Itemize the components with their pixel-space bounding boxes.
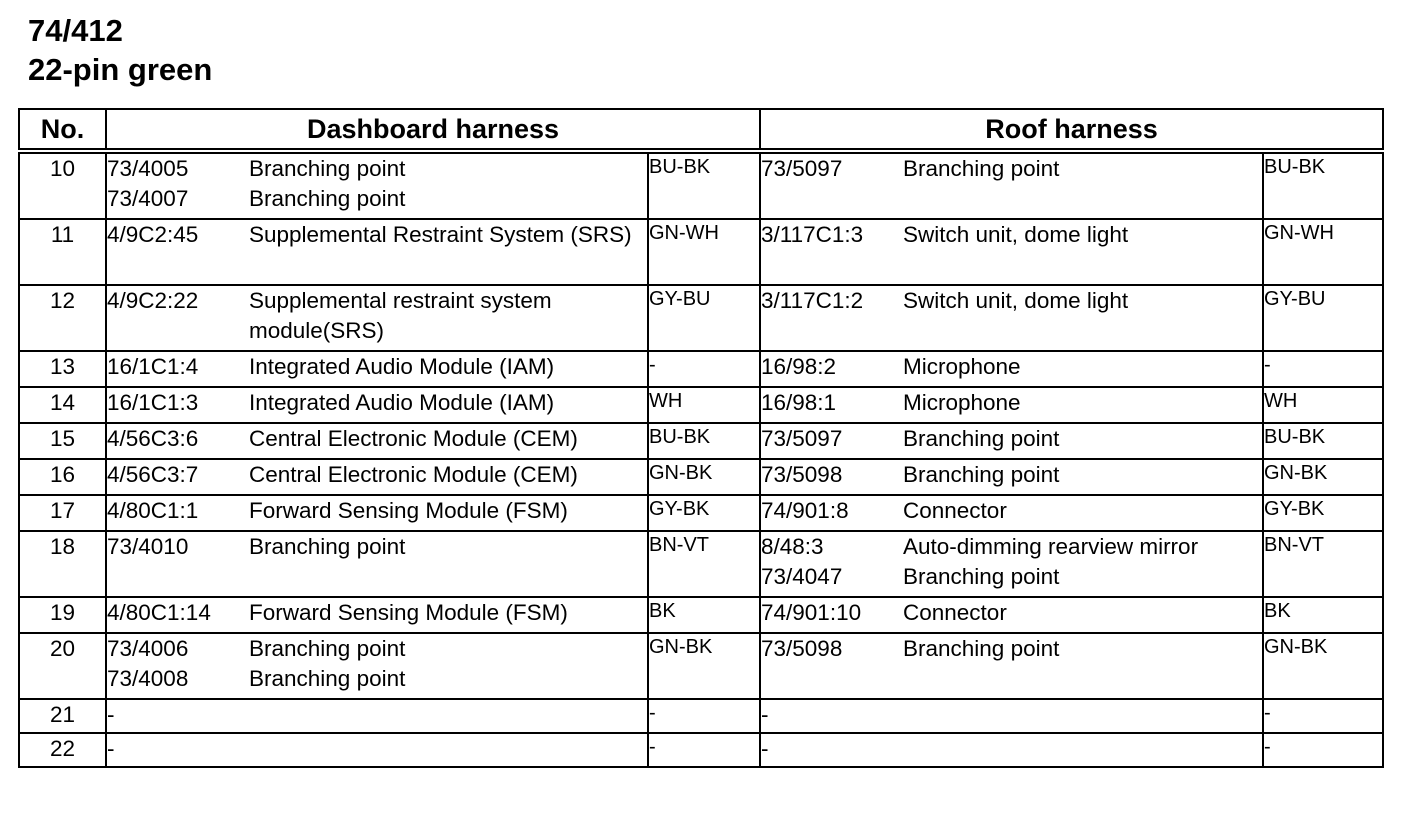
dashboard-part-cell xyxy=(106,699,648,733)
dashboard-wire-color: GY-BK xyxy=(648,495,760,531)
pin-number: 20 xyxy=(19,633,106,699)
roof-part-line xyxy=(761,220,1262,250)
dashboard-part-cell xyxy=(106,597,648,633)
dashboard-component-description: Forward Sensing Module (FSM) xyxy=(249,600,568,625)
roof-part-cell xyxy=(760,459,1263,495)
dashboard-component-code: 4/9C2:22 xyxy=(107,288,199,313)
roof-component-description: Switch unit, dome light xyxy=(903,222,1129,247)
dashboard-part-line xyxy=(107,220,647,250)
dashboard-component-description: Branching point xyxy=(249,666,406,691)
dashboard-component-code: 73/4010 xyxy=(107,534,189,559)
roof-part-line xyxy=(761,352,1262,382)
roof-component-description: Connector xyxy=(903,600,1007,625)
roof-component-description: Microphone xyxy=(903,354,1021,379)
roof-wire-color: - xyxy=(1263,351,1383,387)
roof-component-description: Branching point xyxy=(903,462,1060,487)
dashboard-wire-color: GY-BU xyxy=(648,285,760,351)
pin-number: 13 xyxy=(19,351,106,387)
pin-number: 15 xyxy=(19,423,106,459)
roof-wire-color: BU-BK xyxy=(1263,423,1383,459)
dashboard-component-description: Forward Sensing Module (FSM) xyxy=(249,498,568,523)
dashboard-component-code: 73/4007 xyxy=(107,186,189,211)
dashboard-part-cell xyxy=(106,285,648,351)
table-row xyxy=(19,423,1383,459)
dashboard-wire-color: BU-BK xyxy=(648,151,760,219)
dashboard-wire-color: BK xyxy=(648,597,760,633)
dashboard-part-line xyxy=(107,734,647,764)
dashboard-component-description xyxy=(249,734,647,764)
table-row xyxy=(19,633,1383,699)
roof-component-description: Microphone xyxy=(903,390,1021,415)
roof-part-line xyxy=(761,286,1262,316)
roof-component-description: Branching point xyxy=(903,564,1060,589)
roof-part-line xyxy=(761,634,1262,664)
roof-wire-color: GN-BK xyxy=(1263,633,1383,699)
roof-component-code: 73/5097 xyxy=(761,156,843,181)
table-header-row xyxy=(19,109,1383,151)
dashboard-part-line xyxy=(107,184,647,214)
roof-wire-color: GY-BK xyxy=(1263,495,1383,531)
roof-part-line xyxy=(761,700,1262,730)
dashboard-component-description: Integrated Audio Module (IAM) xyxy=(249,390,555,415)
pin-number: 21 xyxy=(19,699,106,733)
dashboard-part-line xyxy=(107,634,647,664)
roof-part-line xyxy=(761,562,1262,592)
dashboard-component-description: Branching point xyxy=(249,156,406,181)
table-row xyxy=(19,285,1383,351)
roof-harness-header: Roof harness xyxy=(760,109,1383,151)
roof-wire-color: BU-BK xyxy=(1263,151,1383,219)
dashboard-wire-color: BU-BK xyxy=(648,423,760,459)
dashboard-part-cell xyxy=(106,351,648,387)
roof-component-description: Connector xyxy=(903,498,1007,523)
dashboard-component-description: Integrated Audio Module (IAM) xyxy=(249,354,555,379)
roof-wire-color: GY-BU xyxy=(1263,285,1383,351)
roof-part-cell xyxy=(760,733,1263,767)
roof-part-cell xyxy=(760,351,1263,387)
roof-part-cell xyxy=(760,219,1263,285)
roof-component-code: 3/117C1:2 xyxy=(761,288,864,313)
dashboard-component-code: - xyxy=(107,736,115,761)
roof-component-code: 73/4047 xyxy=(761,564,843,589)
roof-wire-color: BK xyxy=(1263,597,1383,633)
pin-number: 22 xyxy=(19,733,106,767)
roof-component-code: 73/5097 xyxy=(761,426,843,451)
roof-component-description: Auto-dimming rearview mirror xyxy=(903,534,1199,559)
dashboard-part-cell xyxy=(106,495,648,531)
roof-part-cell xyxy=(760,285,1263,351)
dashboard-part-line xyxy=(107,664,647,694)
pin-number: 18 xyxy=(19,531,106,597)
roof-wire-color: GN-BK xyxy=(1263,459,1383,495)
dashboard-wire-color: - xyxy=(648,733,760,767)
dashboard-part-cell xyxy=(106,387,648,423)
roof-part-line xyxy=(761,532,1262,562)
dashboard-component-description: Supplemental restraint system module(SRS) xyxy=(249,288,552,343)
roof-part-cell xyxy=(760,151,1263,219)
pin-number: 19 xyxy=(19,597,106,633)
roof-part-cell xyxy=(760,387,1263,423)
table-row xyxy=(19,597,1383,633)
dashboard-part-line xyxy=(107,700,647,730)
table-row xyxy=(19,699,1383,733)
connector-id-title: 74/412 xyxy=(28,13,123,48)
dashboard-component-description: Central Electronic Module (CEM) xyxy=(249,462,578,487)
dashboard-component-description: Central Electronic Module (CEM) xyxy=(249,426,578,451)
dashboard-component-description: Branching point xyxy=(249,534,406,559)
dashboard-component-code: 4/56C3:6 xyxy=(107,426,199,451)
roof-part-line xyxy=(761,424,1262,454)
dashboard-part-cell xyxy=(106,459,648,495)
roof-component-code: - xyxy=(761,736,769,761)
dashboard-part-cell xyxy=(106,219,648,285)
pin-number: 17 xyxy=(19,495,106,531)
dashboard-wire-color: - xyxy=(648,351,760,387)
dashboard-wire-color: - xyxy=(648,699,760,733)
roof-part-cell xyxy=(760,495,1263,531)
dashboard-part-line xyxy=(107,496,647,526)
dashboard-component-description: Branching point xyxy=(249,636,406,661)
dashboard-harness-header: Dashboard harness xyxy=(106,109,760,151)
roof-component-description: Branching point xyxy=(903,426,1060,451)
table-row xyxy=(19,151,1383,219)
pin-rows xyxy=(19,151,1383,767)
dashboard-part-cell xyxy=(106,733,648,767)
connector-description-title: 22-pin green xyxy=(28,52,213,87)
roof-component-code: 73/5098 xyxy=(761,462,843,487)
roof-component-code: - xyxy=(761,702,769,727)
dashboard-component-code: 4/80C1:14 xyxy=(107,600,211,625)
table-row xyxy=(19,733,1383,767)
roof-part-line xyxy=(761,154,1262,184)
pin-number: 10 xyxy=(19,151,106,219)
dashboard-component-description: Branching point xyxy=(249,186,406,211)
pin-number-header: No. xyxy=(19,109,106,151)
roof-part-cell xyxy=(760,699,1263,733)
roof-wire-color: - xyxy=(1263,733,1383,767)
roof-component-code: 3/117C1:3 xyxy=(761,222,864,247)
dashboard-component-code: 16/1C1:4 xyxy=(107,354,199,379)
roof-wire-color: BN-VT xyxy=(1263,531,1383,597)
pin-number: 16 xyxy=(19,459,106,495)
dashboard-part-line xyxy=(107,460,647,490)
roof-part-line xyxy=(761,388,1262,418)
roof-part-line xyxy=(761,734,1262,764)
roof-component-description xyxy=(903,700,1262,730)
pin-number: 12 xyxy=(19,285,106,351)
roof-wire-color: GN-WH xyxy=(1263,219,1383,285)
roof-part-cell xyxy=(760,633,1263,699)
dashboard-part-line xyxy=(107,154,647,184)
dashboard-component-code: 73/4005 xyxy=(107,156,189,181)
dashboard-part-line xyxy=(107,388,647,418)
dashboard-wire-color: WH xyxy=(648,387,760,423)
dashboard-part-cell xyxy=(106,531,648,597)
roof-part-line xyxy=(761,496,1262,526)
dashboard-component-code: 73/4008 xyxy=(107,666,189,691)
dashboard-part-line xyxy=(107,598,647,628)
roof-component-code: 8/48:3 xyxy=(761,534,824,559)
roof-wire-color: WH xyxy=(1263,387,1383,423)
roof-part-line xyxy=(761,598,1262,628)
table-row xyxy=(19,531,1383,597)
dashboard-component-code: 16/1C1:3 xyxy=(107,390,199,415)
roof-component-description: Switch unit, dome light xyxy=(903,288,1129,313)
dashboard-part-line xyxy=(107,352,647,382)
pin-number: 11 xyxy=(19,219,106,285)
roof-component-description: Branching point xyxy=(903,156,1060,181)
roof-component-code: 16/98:1 xyxy=(761,390,837,415)
roof-component-code: 16/98:2 xyxy=(761,354,837,379)
table-row xyxy=(19,387,1383,423)
dashboard-wire-color: GN-BK xyxy=(648,633,760,699)
dashboard-component-description: Supplemental Restraint System (SRS) xyxy=(249,222,632,247)
dashboard-wire-color: BN-VT xyxy=(648,531,760,597)
roof-part-cell xyxy=(760,531,1263,597)
roof-component-code: 74/901:10 xyxy=(761,600,862,625)
dashboard-part-line xyxy=(107,286,647,346)
roof-part-cell xyxy=(760,597,1263,633)
dashboard-component-code: - xyxy=(107,702,115,727)
dashboard-part-line xyxy=(107,424,647,454)
pin-assignment-table xyxy=(18,108,1384,768)
table-row xyxy=(19,219,1383,285)
dashboard-wire-color: GN-WH xyxy=(648,219,760,285)
dashboard-component-code: 4/80C1:1 xyxy=(107,498,199,523)
table-row xyxy=(19,351,1383,387)
table-row xyxy=(19,495,1383,531)
roof-wire-color: - xyxy=(1263,699,1383,733)
dashboard-part-line xyxy=(107,532,647,562)
dashboard-part-cell xyxy=(106,633,648,699)
dashboard-component-code: 4/56C3:7 xyxy=(107,462,199,487)
roof-component-description: Branching point xyxy=(903,636,1060,661)
roof-component-code: 73/5098 xyxy=(761,636,843,661)
table-row xyxy=(19,459,1383,495)
roof-part-cell xyxy=(760,423,1263,459)
dashboard-part-cell xyxy=(106,423,648,459)
roof-part-line xyxy=(761,460,1262,490)
pin-number: 14 xyxy=(19,387,106,423)
dashboard-component-description xyxy=(249,700,647,730)
dashboard-wire-color: GN-BK xyxy=(648,459,760,495)
roof-component-code: 74/901:8 xyxy=(761,498,849,523)
roof-component-description xyxy=(903,734,1262,764)
dashboard-component-code: 4/9C2:45 xyxy=(107,222,199,247)
dashboard-part-cell xyxy=(106,151,648,219)
dashboard-component-code: 73/4006 xyxy=(107,636,189,661)
